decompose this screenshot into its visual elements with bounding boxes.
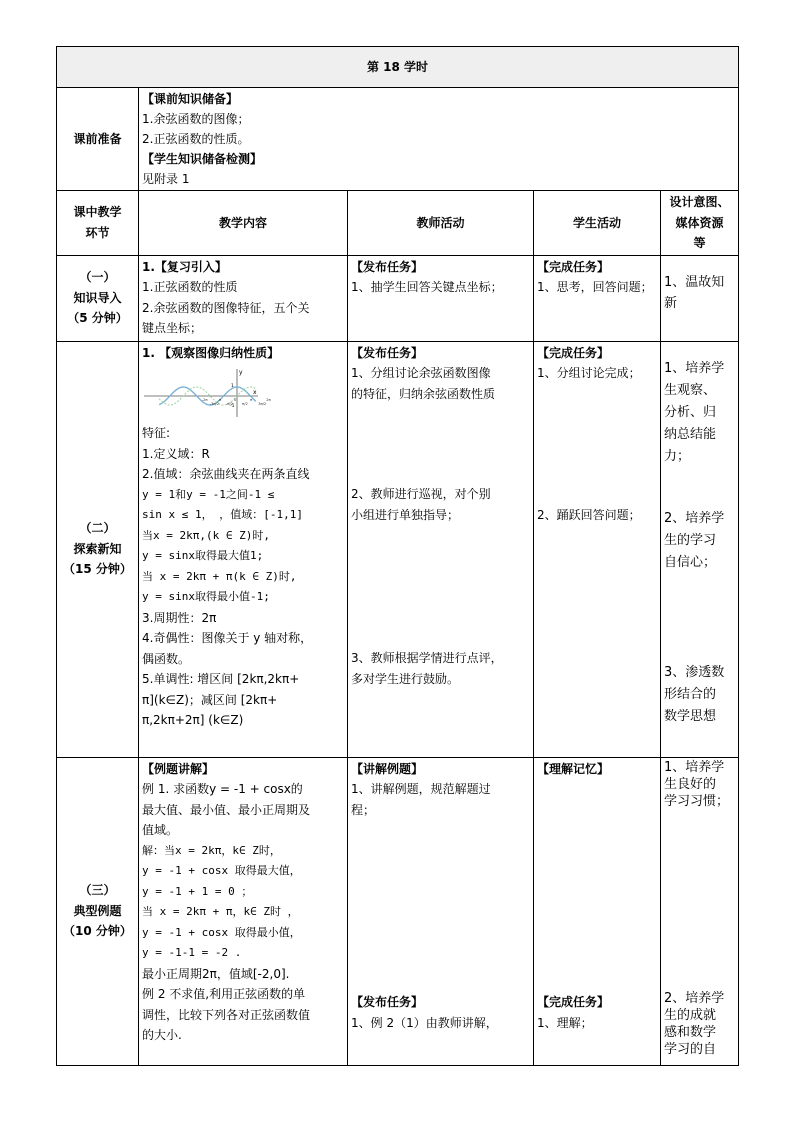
row3-label-line: （三） xyxy=(79,883,116,898)
row3-content-line: y = -1 + 1 = 0 ； xyxy=(142,884,253,898)
column-stage-line: 课中教学 xyxy=(73,205,122,220)
row2-content-line: 当 x = 2kπ + π(k ∈ Z)时, xyxy=(142,569,297,583)
row1-design-line: 1、温故知 xyxy=(664,274,725,290)
row1-teacher-line: 1、抽学生回答关键点坐标； xyxy=(351,280,503,294)
prep-heading-check: 【学生知识储备检测】 xyxy=(142,152,263,166)
row2-student-line: 2、踊跃回答问题； xyxy=(537,507,641,522)
row1-student xyxy=(534,255,661,341)
row2-teacher-line: 多对学生进行鼓励。 xyxy=(351,671,460,686)
prep-line: 见附录 1 xyxy=(142,172,190,186)
x-tick-label: π/2 xyxy=(242,402,248,406)
row2-teacher-heading: 【发布任务】 xyxy=(351,345,424,360)
row3-design-line: 学习的自 xyxy=(664,1041,717,1057)
row3-content xyxy=(139,757,348,1065)
row2-design-line: 3、渗透数 xyxy=(664,664,725,680)
row2-design-line: 2、培养学 xyxy=(664,510,725,526)
row2-student xyxy=(534,341,661,757)
row2-content-line: y = 1和y = -1之间-1 ≤ xyxy=(142,487,275,501)
row3-student-heading: 【完成任务】 xyxy=(537,995,610,1009)
row3-content-line: 例 2 不求值,利用正弦函数的单 xyxy=(142,987,306,1001)
row3-label-line: （10 分钟） xyxy=(63,924,132,939)
row2-design-line: 力； xyxy=(664,448,691,464)
row3-teacher-line: 1、例 2（1）由教师讲解， xyxy=(351,1015,498,1030)
row2-student-heading: 【完成任务】 xyxy=(537,345,610,360)
lesson-plan-table xyxy=(56,46,739,1066)
row2-content xyxy=(139,341,348,757)
row2-teacher-line: 3、教师根据学情进行点评， xyxy=(351,651,503,665)
row1-content-line: 2.余弦函数的图像特征，五个关 xyxy=(142,300,310,315)
row2-label-line: （15 分钟） xyxy=(63,562,132,577)
x-tick-label: 2π xyxy=(266,398,271,402)
row3-content-line: 最大值、最小值、最小正周期及 xyxy=(142,802,311,817)
row2-content-line: 4.奇偶性：图像关于 y 轴对称， xyxy=(142,631,313,645)
row1-label-line: （一） xyxy=(79,270,116,285)
row2-content-line: y = sinx取得最大值1; xyxy=(142,549,264,562)
row1-content-line: 1.正弦函数的性质 xyxy=(142,280,238,294)
row3-design-line: 生的成就 xyxy=(664,1007,717,1023)
row2-content-line: 3.周期性：2π xyxy=(142,610,217,625)
row2-design xyxy=(661,341,739,757)
row2-teacher-line: 的特征，归纳余弦函数性质 xyxy=(351,386,496,401)
row2-design-line: 生的学习 xyxy=(664,532,717,548)
row3-student-heading: 【理解记忆】 xyxy=(537,761,610,776)
y-tick-label: -1 xyxy=(230,404,235,409)
prep-line: 1.余弦函数的图像； xyxy=(142,112,250,126)
prep-heading-knowledge: 【课前知识储备】 xyxy=(142,92,239,106)
row3-teacher xyxy=(348,757,534,1065)
row1-teacher-heading: 【发布任务】 xyxy=(351,259,424,274)
x-tick-label: 0 xyxy=(234,398,237,402)
row2-content-line: 偶函数。 xyxy=(142,651,191,666)
row2-teacher-line: 1、分组讨论余弦函数图像 xyxy=(351,366,491,380)
y-axis-label: y xyxy=(239,369,243,376)
row1-content-line: 键点坐标； xyxy=(142,321,203,335)
row2-label-line: 探索新知 xyxy=(73,541,122,556)
row3-content-line: 当 x = 2kπ + π，k∈ Z时 ， xyxy=(142,905,299,918)
column-stage-line: 环节 xyxy=(85,225,110,240)
column-design xyxy=(661,191,739,256)
row2-teacher xyxy=(348,341,534,757)
column-design-line: 媒体资源 xyxy=(675,215,724,230)
x-tick-label: -π/2 xyxy=(225,402,233,406)
row1-student-line: 1、思考，回答问题； xyxy=(537,280,653,294)
column-content: 教学内容 xyxy=(139,191,348,256)
row3-student-line: 1、理解； xyxy=(537,1015,593,1030)
prep-label: 课前准备 xyxy=(57,88,139,191)
row3-content-line: 解：当x = 2kπ，k∈ Z时， xyxy=(142,843,281,857)
row2-content-line: 当x = 2kπ,(k ∈ Z)时, xyxy=(142,528,270,542)
row2-content-line: 特征: xyxy=(142,426,171,440)
row1-design xyxy=(661,255,739,341)
row3-design-line: 感和数学 xyxy=(664,1024,717,1040)
row3-teacher-line: 程； xyxy=(351,802,376,817)
row3-content-line: y = -1-1 = -2 . xyxy=(142,946,242,959)
row3-content-line: y = -1 + cosx 取得最大值， xyxy=(142,864,301,877)
row2-content-line: sin x ≤ 1， ，值域：[-1,1] xyxy=(142,508,303,521)
x-axis-label: x xyxy=(253,389,257,396)
row2-design-line: 形结合的 xyxy=(664,686,717,702)
row2-content-line: π](k∈Z)；减区间 [2kπ+ xyxy=(142,692,278,707)
row1-content-heading: 1.【复习引入】 xyxy=(142,259,227,274)
x-tick-label: -2π xyxy=(201,398,208,402)
row2-content-line: π,2kπ+2π] (k∈Z) xyxy=(142,713,244,727)
row2-design-line: 数学思想 xyxy=(664,708,717,724)
y-tick-label: 1 xyxy=(231,384,234,389)
row3-design xyxy=(661,757,739,1065)
row2-design-line: 生观察、 xyxy=(664,382,717,398)
row1-student-heading: 【完成任务】 xyxy=(537,259,610,274)
row2-teacher-line: 2、教师进行巡视，对个别 xyxy=(351,487,491,501)
row3-label-line: 典型例题 xyxy=(73,903,122,918)
row2-content-line: 1.定义域：R xyxy=(142,446,210,461)
row2-design-line: 自信心； xyxy=(664,554,717,570)
column-stage xyxy=(57,191,139,256)
row3-teacher-heading: 【发布任务】 xyxy=(351,995,424,1009)
row2-design-line: 分析、归 xyxy=(664,404,717,420)
row3-content-line: 最小正周期2π，值域[-2,0]. xyxy=(142,966,290,981)
row2-label xyxy=(57,341,139,757)
row3-design-line: 2、培养学 xyxy=(664,990,725,1006)
cosine-graph xyxy=(142,365,271,419)
column-design-line: 设计意图、 xyxy=(669,195,730,209)
row1-label-line: （5 分钟） xyxy=(67,311,128,326)
row2-design-line: 1、培养学 xyxy=(664,360,725,376)
row2-content-line: y = sinx取得最小值-1; xyxy=(142,590,270,603)
column-design-line: 等 xyxy=(693,236,706,250)
row3-student xyxy=(534,757,661,1065)
row3-design-line: 生良好的 xyxy=(664,776,717,792)
row3-design-line: 学习习惯； xyxy=(664,793,730,809)
row2-label-line: （二） xyxy=(79,521,116,536)
row1-label-line: 知识导入 xyxy=(73,290,122,305)
row2-design-line: 纳总结能 xyxy=(664,426,717,442)
row3-content-heading: 【例题讲解】 xyxy=(142,761,215,776)
row1-teacher xyxy=(348,255,534,341)
row3-content-line: 调性，比较下列各对正弦函数值 xyxy=(142,1007,311,1022)
row3-teacher-line: 1、讲解例题，规范解题过 xyxy=(351,782,491,796)
row2-content-heading: 1. 【观察图像归纳性质】 xyxy=(142,345,280,360)
column-teacher: 教师活动 xyxy=(348,191,534,256)
row3-content-line: 的大小. xyxy=(142,1028,182,1042)
row2-content-line: 5.单调性: 增区间 [2kπ,2kπ+ xyxy=(142,672,300,686)
row3-design-line: 1、培养学 xyxy=(664,759,725,775)
row1-design-line: 新 xyxy=(664,295,678,311)
column-student: 学生活动 xyxy=(534,191,661,256)
row2-teacher-line: 小组进行单独指导； xyxy=(351,507,460,522)
row3-label xyxy=(57,757,139,1065)
x-tick-label: -π xyxy=(217,398,222,402)
row2-student-line: 1、分组讨论完成； xyxy=(537,366,641,380)
lesson-title: 第 18 学时 xyxy=(57,47,739,88)
x-tick-label: π xyxy=(250,398,253,402)
row3-content-line: 例 1. 求函数y = -1 + cosx的 xyxy=(142,782,303,796)
row1-content xyxy=(139,255,348,341)
row3-content-line: y = -1 + cosx 取得最小值， xyxy=(142,925,301,939)
x-tick-label: -3π/2 xyxy=(209,402,220,406)
row1-label xyxy=(57,255,139,341)
row3-content-line: 值域。 xyxy=(142,823,179,837)
x-tick-label: 3π/2 xyxy=(258,402,267,406)
prep-line: 2.正弦函数的性质。 xyxy=(142,132,250,146)
prep-content xyxy=(139,88,739,191)
row3-teacher-heading: 【讲解例题】 xyxy=(351,761,424,776)
row2-content-line: 2.值域：余弦曲线夹在两条直线 xyxy=(142,467,310,481)
